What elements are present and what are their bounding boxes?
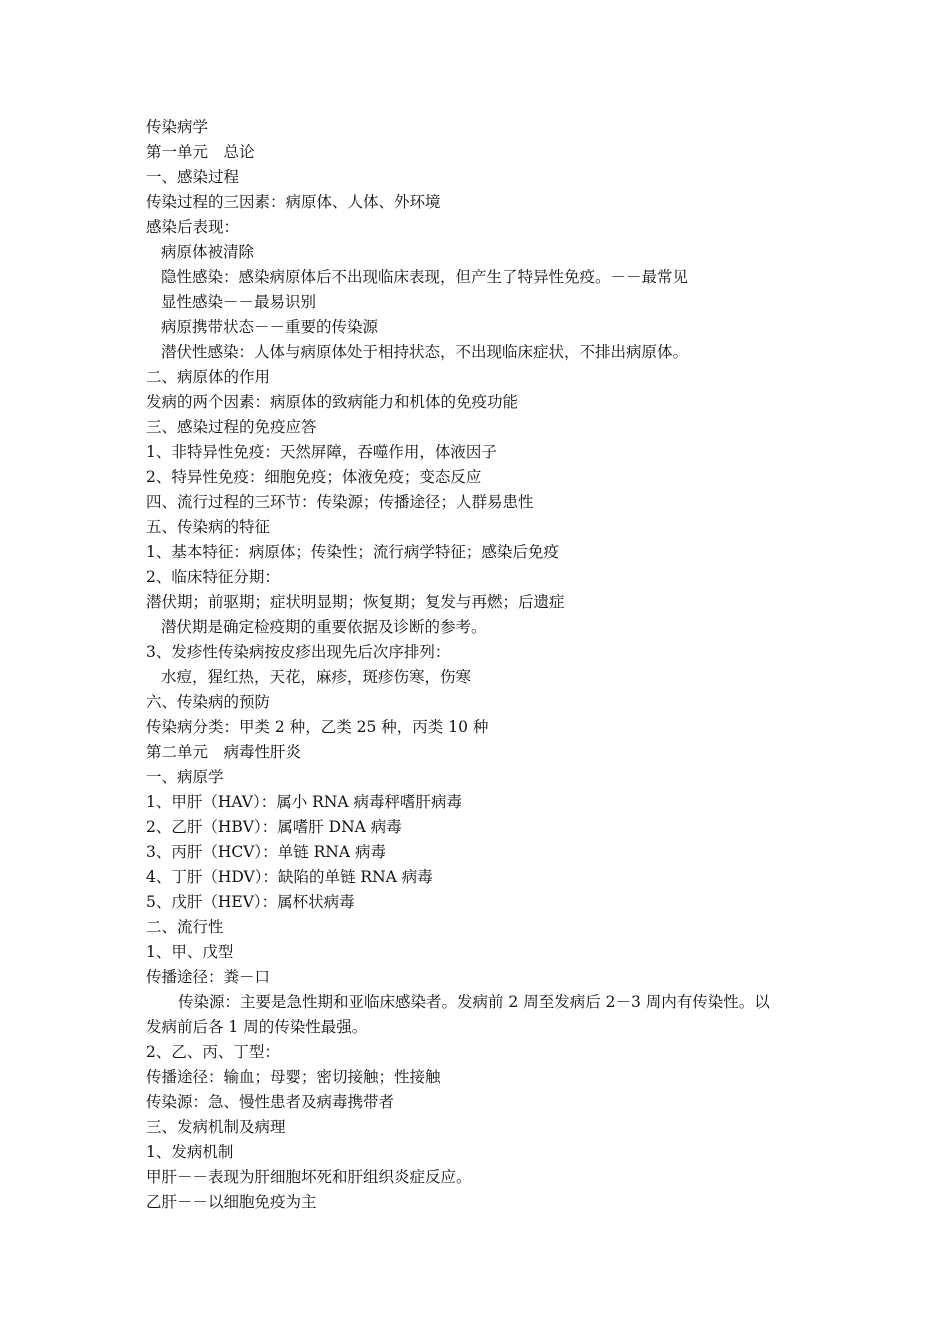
text-line: 病原携带状态－－重要的传染源 bbox=[161, 318, 379, 336]
text-line: 水痘，猩红热，天花，麻疹，斑疹伤寒，伤寒 bbox=[161, 668, 472, 686]
text-line: 5、戊肝（HEV）：属杯状病毒 bbox=[146, 893, 355, 911]
text-line: 2、特异性免疫：细胞免疫；体液免疫；变态反应 bbox=[146, 468, 482, 486]
text-line: 病原体被清除 bbox=[161, 243, 255, 261]
text-line: 感染后表现： bbox=[146, 218, 240, 236]
text-line: 2、乙肝（HBV）：属嗜肝 DNA 病毒 bbox=[146, 818, 402, 836]
unit-heading: 第二单元 病毒性肝炎 bbox=[146, 743, 302, 761]
section-heading: 二、流行性 bbox=[146, 918, 224, 936]
text-line: 传播途径：粪－口 bbox=[146, 968, 271, 986]
text-line: 1、甲肝（HAV）：属小 RNA 病毒秤嗜肝病毒 bbox=[146, 793, 463, 811]
section-heading: 一、病原学 bbox=[146, 768, 224, 786]
text-line: 3、发疹性传染病按皮疹出现先后次序排列： bbox=[146, 643, 451, 661]
text-line: 传染源：主要是急性期和亚临床感染者。发病前 2 周至发病后 2－3 周内有传染性。以 bbox=[178, 993, 770, 1011]
text-line: 发病的两个因素：病原体的致病能力和机体的免疫功能 bbox=[146, 393, 519, 411]
text-line: 2、临床特征分期： bbox=[146, 568, 280, 586]
section-heading: 三、发病机制及病理 bbox=[146, 1118, 286, 1136]
text-line: 2、乙、丙、丁型： bbox=[146, 1043, 280, 1061]
text-line: 发病前后各 1 周的传染性最强。 bbox=[146, 1018, 368, 1036]
text-line: 传染病分类：甲类 2 种，乙类 25 种，丙类 10 种 bbox=[146, 718, 489, 736]
text-line: 4、丁肝（HDV）：缺陷的单链 RNA 病毒 bbox=[146, 868, 433, 886]
text-line: 3、丙肝（HCV）：单链 RNA 病毒 bbox=[146, 843, 386, 861]
text-line: 传播途径：输血；母婴；密切接触；性接触 bbox=[146, 1068, 441, 1086]
text-line: 1、基本特征：病原体；传染性；流行病学特征；感染后免疫 bbox=[146, 543, 559, 561]
text-line: 潜伏期；前驱期；症状明显期；恢复期；复发与再燃；后遗症 bbox=[146, 593, 565, 611]
text-line: 潜伏性感染：人体与病原体处于相持状态，不出现临床症状，不排出病原体。 bbox=[161, 343, 689, 361]
section-heading: 二、病原体的作用 bbox=[146, 368, 271, 386]
text-line: 乙肝－－以细胞免疫为主 bbox=[146, 1193, 317, 1211]
text-line: 甲肝－－表现为肝细胞坏死和肝组织炎症反应。 bbox=[146, 1168, 472, 1186]
text-line: 隐性感染：感染病原体后不出现临床表现，但产生了特异性免疫。－－最常见 bbox=[161, 268, 689, 286]
section-heading: 一、感染过程 bbox=[146, 168, 240, 186]
text-line: 传染源：急、慢性患者及病毒携带者 bbox=[146, 1093, 395, 1111]
unit-heading: 第一单元 总论 bbox=[146, 143, 255, 161]
text-line: 1、甲、戊型 bbox=[146, 943, 234, 961]
section-heading: 五、传染病的特征 bbox=[146, 518, 271, 536]
section-heading: 三、感染过程的免疫应答 bbox=[146, 418, 317, 436]
text-line: 显性感染－－最易识别 bbox=[161, 293, 317, 311]
section-heading: 四、流行过程的三环节：传染源；传播途径；人群易患性 bbox=[146, 493, 534, 511]
section-heading: 六、传染病的预防 bbox=[146, 693, 271, 711]
text-line: 传染过程的三因素：病原体、人体、外环境 bbox=[146, 193, 441, 211]
text-line: 潜伏期是确定检疫期的重要依据及诊断的参考。 bbox=[161, 618, 487, 636]
text-line: 1、发病机制 bbox=[146, 1143, 234, 1161]
doc-title: 传染病学 bbox=[146, 118, 209, 136]
text-line: 1、非特异性免疫：天然屏障，吞噬作用，体液因子 bbox=[146, 443, 497, 461]
